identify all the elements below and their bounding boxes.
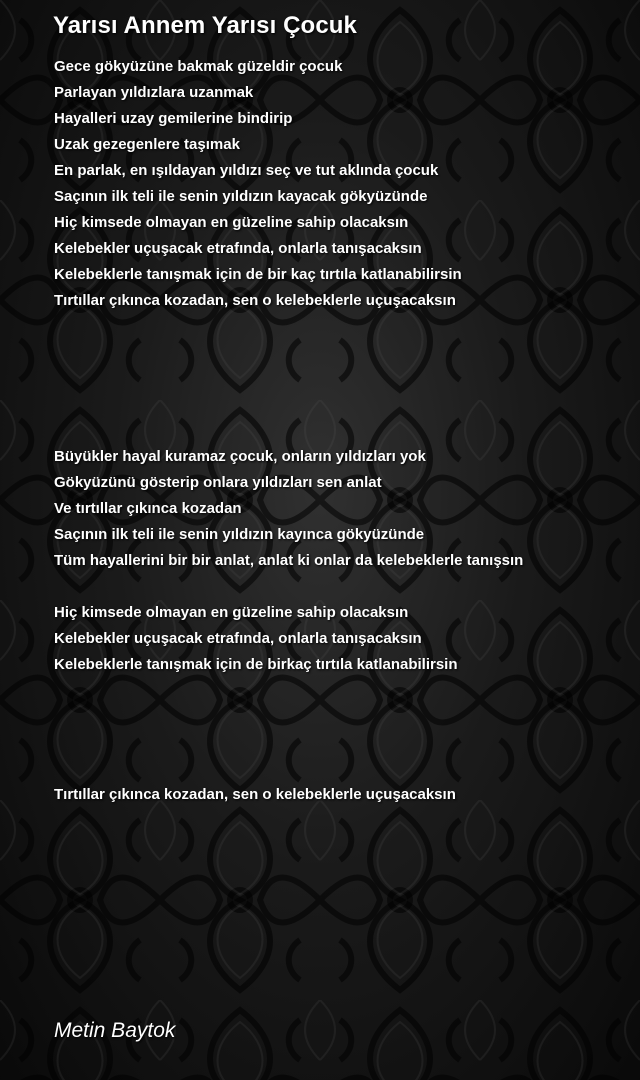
poem-author: Metin Baytok (54, 1019, 176, 1042)
stanza-break (54, 366, 523, 392)
poem-body (54, 54, 523, 808)
poem-line: Saçının ilk teli ile senin yıldızın kayınca gökyüzünde (54, 526, 425, 543)
stanza-break (54, 418, 523, 444)
poem-line: Tüm hayallerini bir bir anlat, anlat ki onlar da kelebeklerle tanışsın (54, 552, 524, 569)
poem-line: Kelebeklerle tanışmak için de birkaç tırtıla katlanabilirsin (54, 656, 458, 673)
stanza-break (54, 340, 523, 366)
stanza-break (54, 678, 523, 704)
poem-line: Kelebeklerle tanışmak için de bir kaç tırtıla katlanabilirsin (54, 266, 462, 283)
poem-line: Gökyüzünü gösterip onlara yıldızları sen anlat (54, 474, 382, 491)
poem-line: Kelebekler uçuşacak etrafında, onlarla tanışacaksın (54, 630, 422, 647)
stanza-break (54, 574, 523, 600)
poem-line: Tırtıllar çıkınca kozadan, sen o kelebeklerle uçuşacaksın (54, 292, 456, 309)
poem-line: Uzak gezegenlere taşımak (54, 136, 240, 153)
poem-line: Ve tırtıllar çıkınca kozadan (54, 500, 242, 517)
poem-line: Gece gökyüzüne bakmak güzeldir çocuk (54, 58, 343, 75)
stanza-break (54, 756, 523, 782)
stanza-break (54, 314, 523, 340)
stanza-break (54, 392, 523, 418)
poem-line: Hayalleri uzay gemilerine bindirip (54, 110, 293, 127)
poem-line: Büyükler hayal kuramaz çocuk, onların yıldızları yok (54, 448, 426, 465)
stanza-break (54, 704, 523, 730)
poem-line: Saçının ilk teli ile senin yıldızın kayacak gökyüzünde (54, 188, 428, 205)
poem-line: Hiç kimsede olmayan en güzeline sahip olacaksın (54, 214, 409, 231)
poem-line: En parlak, en ışıldayan yıldızı seç ve tut aklında çocuk (54, 162, 439, 179)
poem-line: Parlayan yıldızlara uzanmak (54, 84, 254, 101)
poem-line: Kelebekler uçuşacak etrafında, onlarla tanışacaksın (54, 240, 422, 257)
poem-line: Hiç kimsede olmayan en güzeline sahip olacaksın (54, 604, 409, 621)
poem-title: Yarısı Annem Yarısı Çocuk (53, 12, 357, 39)
stanza-break (54, 730, 523, 756)
poem-line: Tırtıllar çıkınca kozadan, sen o kelebeklerle uçuşacaksın (54, 786, 456, 803)
